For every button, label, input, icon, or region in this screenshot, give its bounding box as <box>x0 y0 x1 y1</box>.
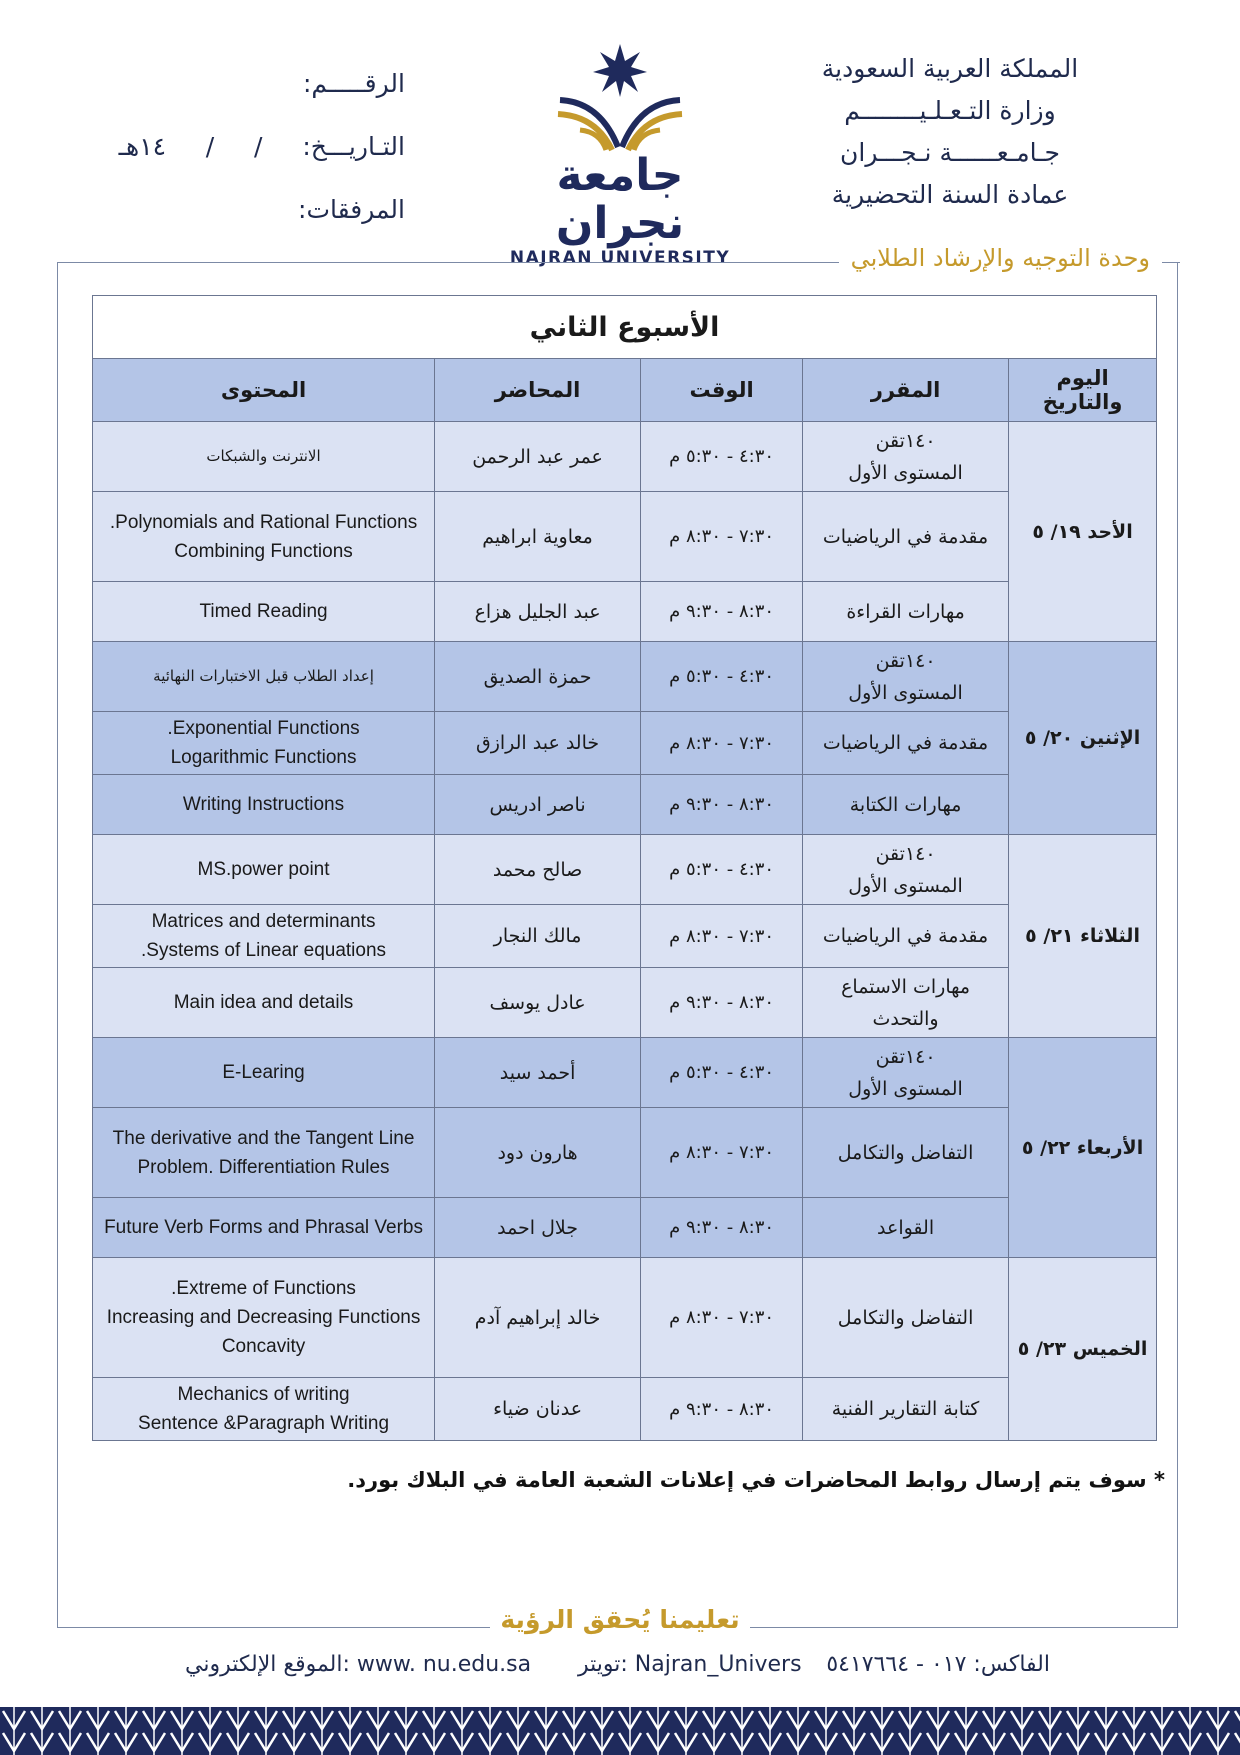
day-cell: الخميس ٢٣/ ٥ <box>1009 1258 1157 1441</box>
lecturer-cell: هارون دود <box>435 1108 641 1198</box>
lecturer-cell: عمر عبد الرحمن <box>435 422 641 492</box>
time-cell: ٨:٣٠ - ٩:٣٠ م <box>641 1378 803 1441</box>
table-row <box>93 1108 1157 1198</box>
time-cell: ٧:٣٠ - ٨:٣٠ م <box>641 1108 803 1198</box>
content-cell: الانترنت والشبكات <box>93 422 435 492</box>
content-cell: E-Learing <box>93 1038 435 1108</box>
table-row <box>93 1038 1157 1108</box>
lecturer-cell: ناصر ادريس <box>435 775 641 835</box>
content-cell: Mechanics of writing Sentence &Paragraph Writing <box>93 1378 435 1441</box>
header-line-country: المملكة العربية السعودية <box>821 54 1079 83</box>
table-row <box>93 1258 1157 1378</box>
course-cell: مقدمة في الرياضيات <box>803 905 1009 968</box>
footnote: * سوف يتم إرسال روابط المحاضرات في إعلانات الشعبة العامة في البلاك بورد. <box>347 1468 1165 1492</box>
day-cell: الأربعاء ٢٢/ ٥ <box>1009 1038 1157 1258</box>
day-cell: الأحد ١٩/ ٥ <box>1009 422 1157 642</box>
unit-title: وحدة التوجيه والإرشاد الطلابي <box>839 244 1162 272</box>
time-cell: ٤:٣٠ - ٥:٣٠ م <box>641 642 803 712</box>
lecturer-cell: خالد إبراهيم آدم <box>435 1258 641 1378</box>
content-cell: Timed Reading <box>93 582 435 642</box>
course-cell: مقدمة في الرياضيات <box>803 492 1009 582</box>
table-row <box>93 835 1157 905</box>
column-header: المقرر <box>803 359 1009 422</box>
course-cell: ١٤٠تقن المستوى الأول <box>803 835 1009 905</box>
column-header: الوقت <box>641 359 803 422</box>
time-cell: ٤:٣٠ - ٥:٣٠ م <box>641 1038 803 1108</box>
time-cell: ٧:٣٠ - ٨:٣٠ م <box>641 1258 803 1378</box>
reference-fields <box>60 52 405 241</box>
column-header: اليوم والتاريخ <box>1009 359 1157 422</box>
course-cell: ١٤٠تقن المستوى الأول <box>803 642 1009 712</box>
time-cell: ٧:٣٠ - ٨:٣٠ م <box>641 712 803 775</box>
header-line-ministry: وزارة التـعـلـيــــــــم <box>844 96 1056 125</box>
lecturer-cell: خالد عبد الرازق <box>435 712 641 775</box>
institution-header <box>780 48 1120 216</box>
lecturer-cell: عادل يوسف <box>435 968 641 1038</box>
day-cell: الثلاثاء ٢١/ ٥ <box>1009 835 1157 1038</box>
table-row <box>93 1378 1157 1441</box>
table-row <box>93 1198 1157 1258</box>
table-header-row <box>93 359 1157 422</box>
frame-divider <box>1166 262 1180 263</box>
decorative-pattern-band <box>0 1707 1240 1755</box>
content-cell: Polynomials and Rational Functions. Combining Functions <box>93 492 435 582</box>
table-row <box>93 905 1157 968</box>
lecturer-cell: حمزة الصديق <box>435 642 641 712</box>
course-cell: مقدمة في الرياضيات <box>803 712 1009 775</box>
table-row <box>93 582 1157 642</box>
lecturer-cell: أحمد سيد <box>435 1038 641 1108</box>
header-line-university: جـامـعــــــة نـجـــران <box>840 138 1060 167</box>
time-cell: ٧:٣٠ - ٨:٣٠ م <box>641 492 803 582</box>
field-number <box>60 52 405 115</box>
field-attachments-label: المرفقات: <box>298 195 405 224</box>
column-header: المحتوى <box>93 359 435 422</box>
course-cell: التفاضل والتكامل <box>803 1258 1009 1378</box>
contact-footer <box>0 1652 1240 1688</box>
week-title: الأسبوع الثاني <box>93 296 1157 359</box>
content-cell: The derivative and the Tangent Line Problem. Differentiation Rules <box>93 1108 435 1198</box>
course-cell: التفاضل والتكامل <box>803 1108 1009 1198</box>
footer-fax: الفاكس: ٠١٧ - ٥٤١٧٦٦٤ <box>826 1652 1050 1677</box>
time-cell: ٧:٣٠ - ٨:٣٠ م <box>641 905 803 968</box>
field-date-label: التـاريـــخ: <box>302 132 405 161</box>
content-cell: Matrices and determinants Systems of Linear equations. <box>93 905 435 968</box>
lecturer-cell: صالح محمد <box>435 835 641 905</box>
logo-emblem-icon <box>500 42 740 152</box>
content-cell: MS.power point <box>93 835 435 905</box>
lecturer-cell: عدنان ضياء <box>435 1378 641 1441</box>
content-cell: إعداد الطلاب قبل الاختبارات النهائية <box>93 642 435 712</box>
table-row <box>93 712 1157 775</box>
course-cell: القواعد <box>803 1198 1009 1258</box>
time-cell: ٤:٣٠ - ٥:٣٠ م <box>641 422 803 492</box>
footer-twitter: تويتر: Najran_Univers <box>578 1652 802 1677</box>
lecturer-cell: جلال احمد <box>435 1198 641 1258</box>
slogan: تعليمنا يُحقق الرؤية <box>490 1605 750 1634</box>
content-cell: Exponential Functions. Logarithmic Functions <box>93 712 435 775</box>
course-cell: مهارات الاستماع والتحدث <box>803 968 1009 1038</box>
logo-english-name: NAJRAN UNIVERSITY <box>509 248 731 268</box>
field-number-label: الرقـــــم: <box>303 69 405 98</box>
schedule-body <box>93 422 1157 1441</box>
content-cell: Main idea and details <box>93 968 435 1038</box>
time-cell: ٤:٣٠ - ٥:٣٠ م <box>641 835 803 905</box>
table-row <box>93 422 1157 492</box>
table-row <box>93 775 1157 835</box>
table-row <box>93 492 1157 582</box>
time-cell: ٨:٣٠ - ٩:٣٠ م <box>641 968 803 1038</box>
table-row <box>93 968 1157 1038</box>
content-cell: Writing Instructions <box>93 775 435 835</box>
lecturer-cell: معاوية ابراهيم <box>435 492 641 582</box>
logo-arabic-name: جامعة نجران <box>555 150 685 249</box>
day-cell: الإثنين ٢٠/ ٥ <box>1009 642 1157 835</box>
time-cell: ٨:٣٠ - ٩:٣٠ م <box>641 1198 803 1258</box>
time-cell: ٨:٣٠ - ٩:٣٠ م <box>641 775 803 835</box>
time-cell: ٨:٣٠ - ٩:٣٠ م <box>641 582 803 642</box>
course-cell: ١٤٠تقن المستوى الأول <box>803 422 1009 492</box>
lecturer-cell: عبد الجليل هزاع <box>435 582 641 642</box>
schedule-table <box>92 295 1157 1441</box>
footer-website: الموقع الإلكتروني: www. nu.edu.sa <box>185 1652 532 1677</box>
field-attachments <box>60 178 405 241</box>
lecturer-cell: مالك النجار <box>435 905 641 968</box>
header-line-deanship: عمادة السنة التحضيرية <box>831 180 1069 209</box>
course-cell: كتابة التقارير الفنية <box>803 1378 1009 1441</box>
table-row <box>93 642 1157 712</box>
course-cell: مهارات القراءة <box>803 582 1009 642</box>
course-cell: مهارات الكتابة <box>803 775 1009 835</box>
content-cell: Future Verb Forms and Phrasal Verbs <box>93 1198 435 1258</box>
course-cell: ١٤٠تقن المستوى الأول <box>803 1038 1009 1108</box>
field-date-value: / / ١٤هـ <box>118 132 263 161</box>
column-header: المحاضر <box>435 359 641 422</box>
university-logo <box>500 42 740 268</box>
field-date <box>60 115 405 178</box>
content-cell: Extreme of Functions. Increasing and Decreasing Functions Concavity <box>93 1258 435 1378</box>
